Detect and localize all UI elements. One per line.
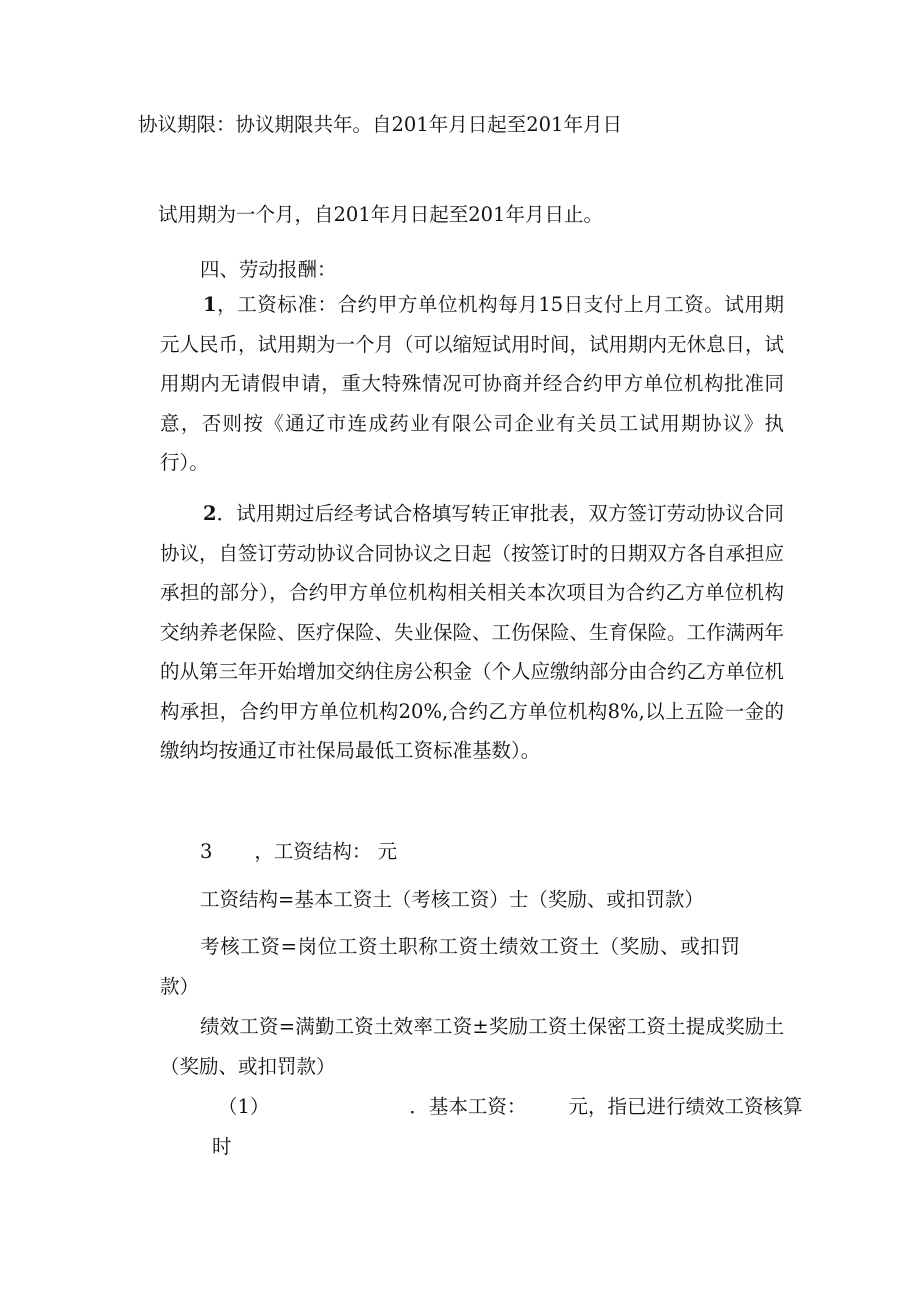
subitem-1-line <box>218 1097 802 1117</box>
item-3-line <box>200 842 397 862</box>
item-1-paragraph <box>160 285 784 483</box>
item-1-number: 1 <box>203 293 217 316</box>
performance-salary-formula: 绩效工资=满勤工资土效率工资±奖励工资土保密工资土提成奖励土（奖励、或扣罚款） <box>160 1015 784 1078</box>
item-2-text: ．试用期过后经考试合格填写转正审批表，双方签订劳动协议合同协议，自签订劳动协议合同协议之日起（按签订时的日期双方各自承担应承担的部分），合约甲方单位机构相关相关本次项目为合约乙方单位机构交纳养老保险、医疗保险、失业保险、工伤保险、生育保险。工作满两年的从第三年开始增加交纳住房公积金（个人应缴纳部分由合约乙方单位机构承担，合约甲方单位机构20%,合约乙方单位机构8%,以上五险一金的缴纳均按通辽市社保局最低工资标准基数）。 <box>160 502 785 762</box>
subitem-1-label: ．基本工资： <box>409 1095 527 1118</box>
item-1-text: ，工资标准：合约甲方单位机构每月15日支付上月工资。试用期元人民币，试用期为一个月（可以缩短试用时间，试用期内无休息日，试用期内无请假申请，重大特殊情况可协商并经合约甲方单位机构批准同意，否则按《通辽市连成药业有限公司企业有关员工试用期协议》执行）。 <box>160 293 785 474</box>
probation-line: 试用期为一个月，自201年月日起至201年月日止。 <box>158 203 603 226</box>
subitem-1-continuation: 时 <box>212 1135 232 1158</box>
subitem-1-text: 元，指已进行绩效工资核算 <box>568 1095 803 1118</box>
assessment-salary-formula: 考核工资=岗位工资土职称工资土绩效工资土（奖励、或扣罚款） <box>160 935 740 998</box>
item-3-number: 3 <box>200 840 213 863</box>
item-3-text: ，工资结构： 元 <box>254 840 398 863</box>
section-four-heading: 四、劳动报酬： <box>200 258 337 281</box>
item-2-paragraph <box>160 494 784 771</box>
agreement-term-line: 协议期限：协议期限共年。自201年月日起至201年月日 <box>138 113 622 136</box>
subitem-1-number: （1） <box>218 1095 270 1118</box>
item-2-number: 2 <box>203 502 217 525</box>
salary-structure-formula: 工资结构=基本工资土（考核工资）士（奖励、或扣罚款） <box>200 888 704 911</box>
